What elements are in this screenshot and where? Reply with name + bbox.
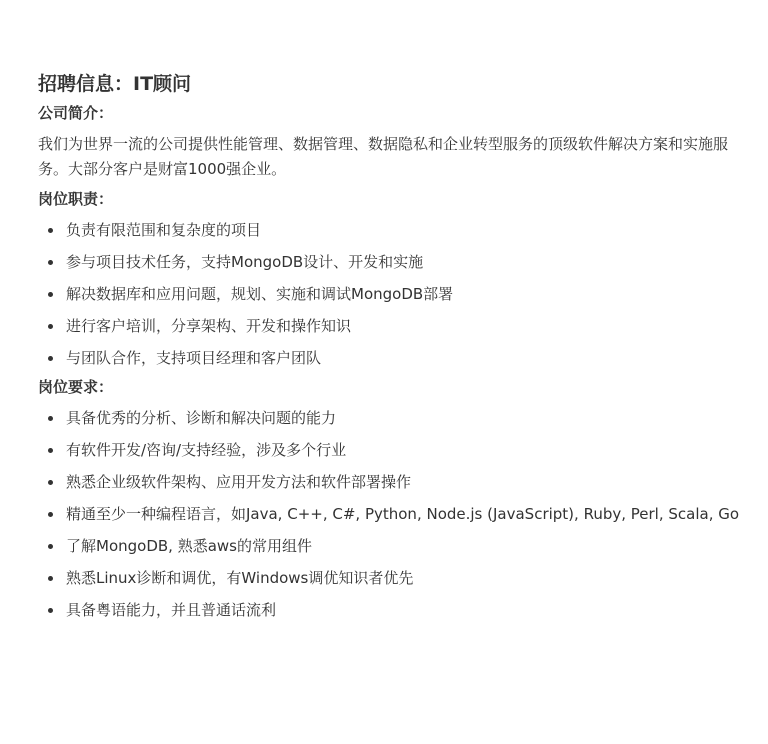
- bullet-icon: [48, 576, 53, 581]
- bullet-icon: [48, 356, 53, 361]
- bullet-icon: [48, 544, 53, 549]
- requirement-item: [38, 562, 750, 594]
- page-title: 招聘信息：IT顾问: [38, 73, 192, 95]
- company-intro-text: 我们为世界一流的公司提供性能管理、数据管理、数据隐私和企业转型服务的顶级软件解决方案和实施服务。大部分客户是财富1000强企业。: [38, 135, 729, 178]
- bullet-icon: [48, 260, 53, 265]
- requirement-text: 有软件开发/咨询/支持经验，涉及多个行业: [66, 441, 347, 459]
- bullet-icon: [48, 324, 53, 329]
- duty-item: [38, 342, 750, 374]
- duties-heading: 岗位职责：: [38, 190, 114, 208]
- bullet-icon: [48, 292, 53, 297]
- requirement-text: 熟悉Linux诊断和调优，有Windows调优知识者优先: [66, 569, 414, 587]
- requirement-item: [38, 402, 750, 434]
- requirement-item: [38, 434, 750, 466]
- requirement-item: [38, 530, 750, 562]
- duty-item: [38, 214, 750, 246]
- duty-item: [38, 310, 750, 342]
- bullet-icon: [48, 480, 53, 485]
- requirement-item: [38, 594, 750, 626]
- requirements-heading: 岗位要求：: [38, 378, 114, 396]
- job-posting: [38, 70, 750, 626]
- requirement-text: 熟悉企业级软件架构、应用开发方法和软件部署操作: [66, 473, 412, 491]
- duty-text: 进行客户培训，分享架构、开发和操作知识: [66, 317, 352, 335]
- duty-text: 与团队合作，支持项目经理和客户团队: [66, 349, 322, 367]
- duty-item: [38, 278, 750, 310]
- bullet-icon: [48, 228, 53, 233]
- duty-text: 解决数据库和应用问题，规划、实施和调试MongoDB部署: [66, 285, 454, 303]
- requirement-text: 具备粤语能力，并且普通话流利: [66, 601, 277, 619]
- bullet-icon: [48, 608, 53, 613]
- duty-text: 负责有限范围和复杂度的项目: [66, 221, 262, 239]
- bullet-icon: [48, 512, 53, 517]
- requirement-item: [38, 498, 750, 530]
- duty-text: 参与项目技术任务，支持MongoDB设计、开发和实施: [66, 253, 424, 271]
- requirement-text: 具备优秀的分析、诊断和解决问题的能力: [66, 409, 337, 427]
- duties-list: [38, 214, 750, 374]
- company-intro-heading: 公司简介：: [38, 104, 114, 122]
- duty-item: [38, 246, 750, 278]
- requirement-item: [38, 466, 750, 498]
- requirement-text: 精通至少一种编程语言，如Java, C++, C#, Python, Node.js (JavaScript), Ruby, Perl, Scala, Go: [66, 505, 740, 523]
- bullet-icon: [48, 448, 53, 453]
- requirement-text: 了解MongoDB, 熟悉aws的常用组件: [66, 537, 312, 555]
- requirements-list: [38, 402, 750, 626]
- bullet-icon: [48, 416, 53, 421]
